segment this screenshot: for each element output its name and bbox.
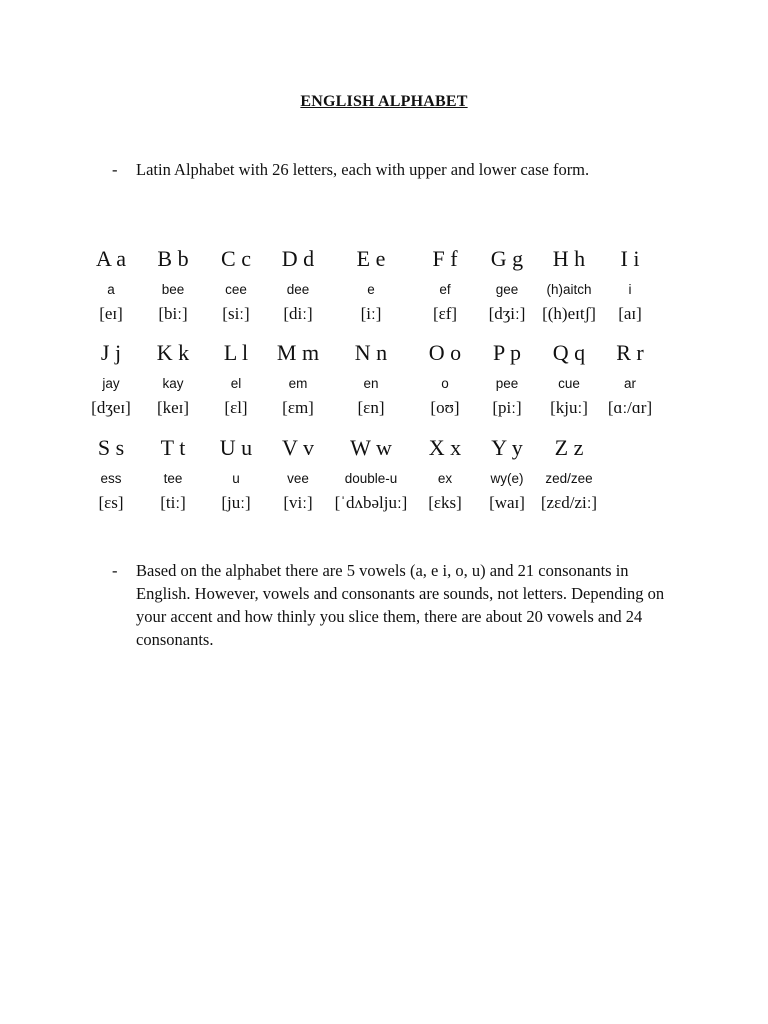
letter-ipa: [viː]: [283, 493, 313, 512]
letter-name: ess: [100, 471, 122, 486]
letter-glyph: E e: [356, 246, 386, 271]
letter-glyph: X x: [428, 435, 462, 460]
letter-name: kay: [162, 376, 184, 391]
letter-ipa: [dʒeɪ]: [91, 398, 131, 417]
bullet-dash: -: [112, 561, 118, 580]
letter-name: bee: [161, 282, 185, 297]
letter-ipa: [dʒiː]: [488, 304, 526, 323]
bullet-item: [112, 158, 692, 181]
letter-name: double-u: [344, 471, 398, 486]
letter-glyph: Q q: [552, 340, 586, 365]
letter-ipa: [ɛf]: [432, 304, 458, 323]
bullet-dash: -: [112, 160, 118, 179]
bullet-text: Latin Alphabet with 26 letters, each with upper and lower case form.: [136, 160, 590, 179]
letter-glyph: W w: [350, 435, 392, 460]
letter-name: pee: [495, 376, 519, 391]
letter-glyph: V v: [282, 435, 314, 460]
letter-glyph: P p: [493, 340, 521, 365]
letter-ipa: [ˈdʌbəljuː]: [334, 493, 408, 512]
letter-name: e: [367, 282, 375, 297]
letter-glyph: B b: [157, 246, 189, 271]
letter-ipa: [waɪ]: [489, 493, 525, 512]
letter-ipa: [ɛn]: [357, 398, 385, 417]
letter-ipa: [(h)eɪtʃ]: [542, 304, 596, 323]
letter-glyph: G g: [490, 246, 524, 271]
letter-ipa: [keɪ]: [156, 398, 190, 417]
letter-name: tee: [163, 471, 183, 486]
letter-name: en: [363, 376, 379, 391]
letter-glyph: M m: [276, 340, 320, 365]
letter-glyph: C c: [221, 246, 251, 271]
letter-glyph: K k: [156, 340, 190, 365]
letter-name: (h)aitch: [546, 282, 592, 297]
letter-glyph: F f: [432, 246, 458, 271]
letter-name: ar: [623, 376, 636, 391]
letter-name: dee: [286, 282, 310, 297]
letter-name: o: [441, 376, 449, 391]
letter-glyph: J j: [100, 340, 122, 365]
letter-ipa: [ɛs]: [98, 493, 124, 512]
letter-ipa: [eɪ]: [99, 304, 123, 323]
letter-name: vee: [287, 471, 309, 486]
letter-ipa: [ɛl]: [224, 398, 248, 417]
letter-name: cue: [558, 376, 580, 391]
letter-name: gee: [495, 282, 519, 297]
bullet-item: [112, 559, 680, 651]
letter-glyph: I i: [620, 246, 640, 271]
letter-ipa: [ɛks]: [428, 493, 462, 512]
letter-ipa: [zɛd/ziː]: [540, 493, 598, 512]
letter-ipa: [aɪ]: [618, 304, 642, 323]
letter-glyph: T t: [160, 435, 186, 460]
letter-glyph: S s: [97, 435, 125, 460]
letter-name: ex: [437, 471, 453, 486]
letter-glyph: O o: [428, 340, 462, 365]
letter-ipa: [piː]: [492, 398, 522, 417]
letter-glyph: L l: [223, 340, 249, 365]
letter-ipa: [ɛm]: [282, 398, 314, 417]
letter-name: em: [288, 376, 308, 391]
letter-name: i: [628, 282, 632, 297]
page-title: ENGLISH ALPHABET: [300, 93, 468, 110]
letter-glyph: H h: [552, 246, 586, 271]
letter-name: a: [107, 282, 115, 297]
letter-glyph: Z z: [554, 435, 584, 460]
letter-glyph: U u: [219, 435, 253, 460]
letter-name: wy(e): [490, 471, 524, 486]
letter-ipa: [siː]: [222, 304, 250, 323]
letter-ipa: [ɑː/ɑr]: [607, 398, 653, 417]
letter-glyph: A a: [96, 246, 126, 271]
letter-ipa: [juː]: [221, 493, 251, 512]
letter-name: cee: [225, 282, 247, 297]
letter-ipa: [kjuː]: [550, 398, 588, 417]
letter-glyph: D d: [281, 246, 315, 271]
letter-name: zed/zee: [545, 471, 593, 486]
letter-ipa: [iː]: [360, 304, 382, 323]
letter-ipa: [biː]: [158, 304, 188, 323]
letter-name: el: [230, 376, 242, 391]
letter-ipa: [tiː]: [160, 493, 186, 512]
letter-name: jay: [102, 376, 120, 391]
letter-glyph: R r: [616, 340, 644, 365]
letter-glyph: Y y: [491, 435, 523, 460]
letter-name: ef: [439, 282, 451, 297]
letter-ipa: [diː]: [283, 304, 313, 323]
letter-glyph: N n: [354, 340, 388, 365]
bullet-text: Based on the alphabet there are 5 vowels (a, e i, o, u) and 21 consonants in English. However, vowels and consonants are sounds, not letters. Depending on your accent and how thinly you slice them, there are about 20 vowels and 24 consonants.: [136, 561, 665, 649]
letter-ipa: [oʊ]: [430, 398, 460, 417]
letter-name: u: [232, 471, 240, 486]
